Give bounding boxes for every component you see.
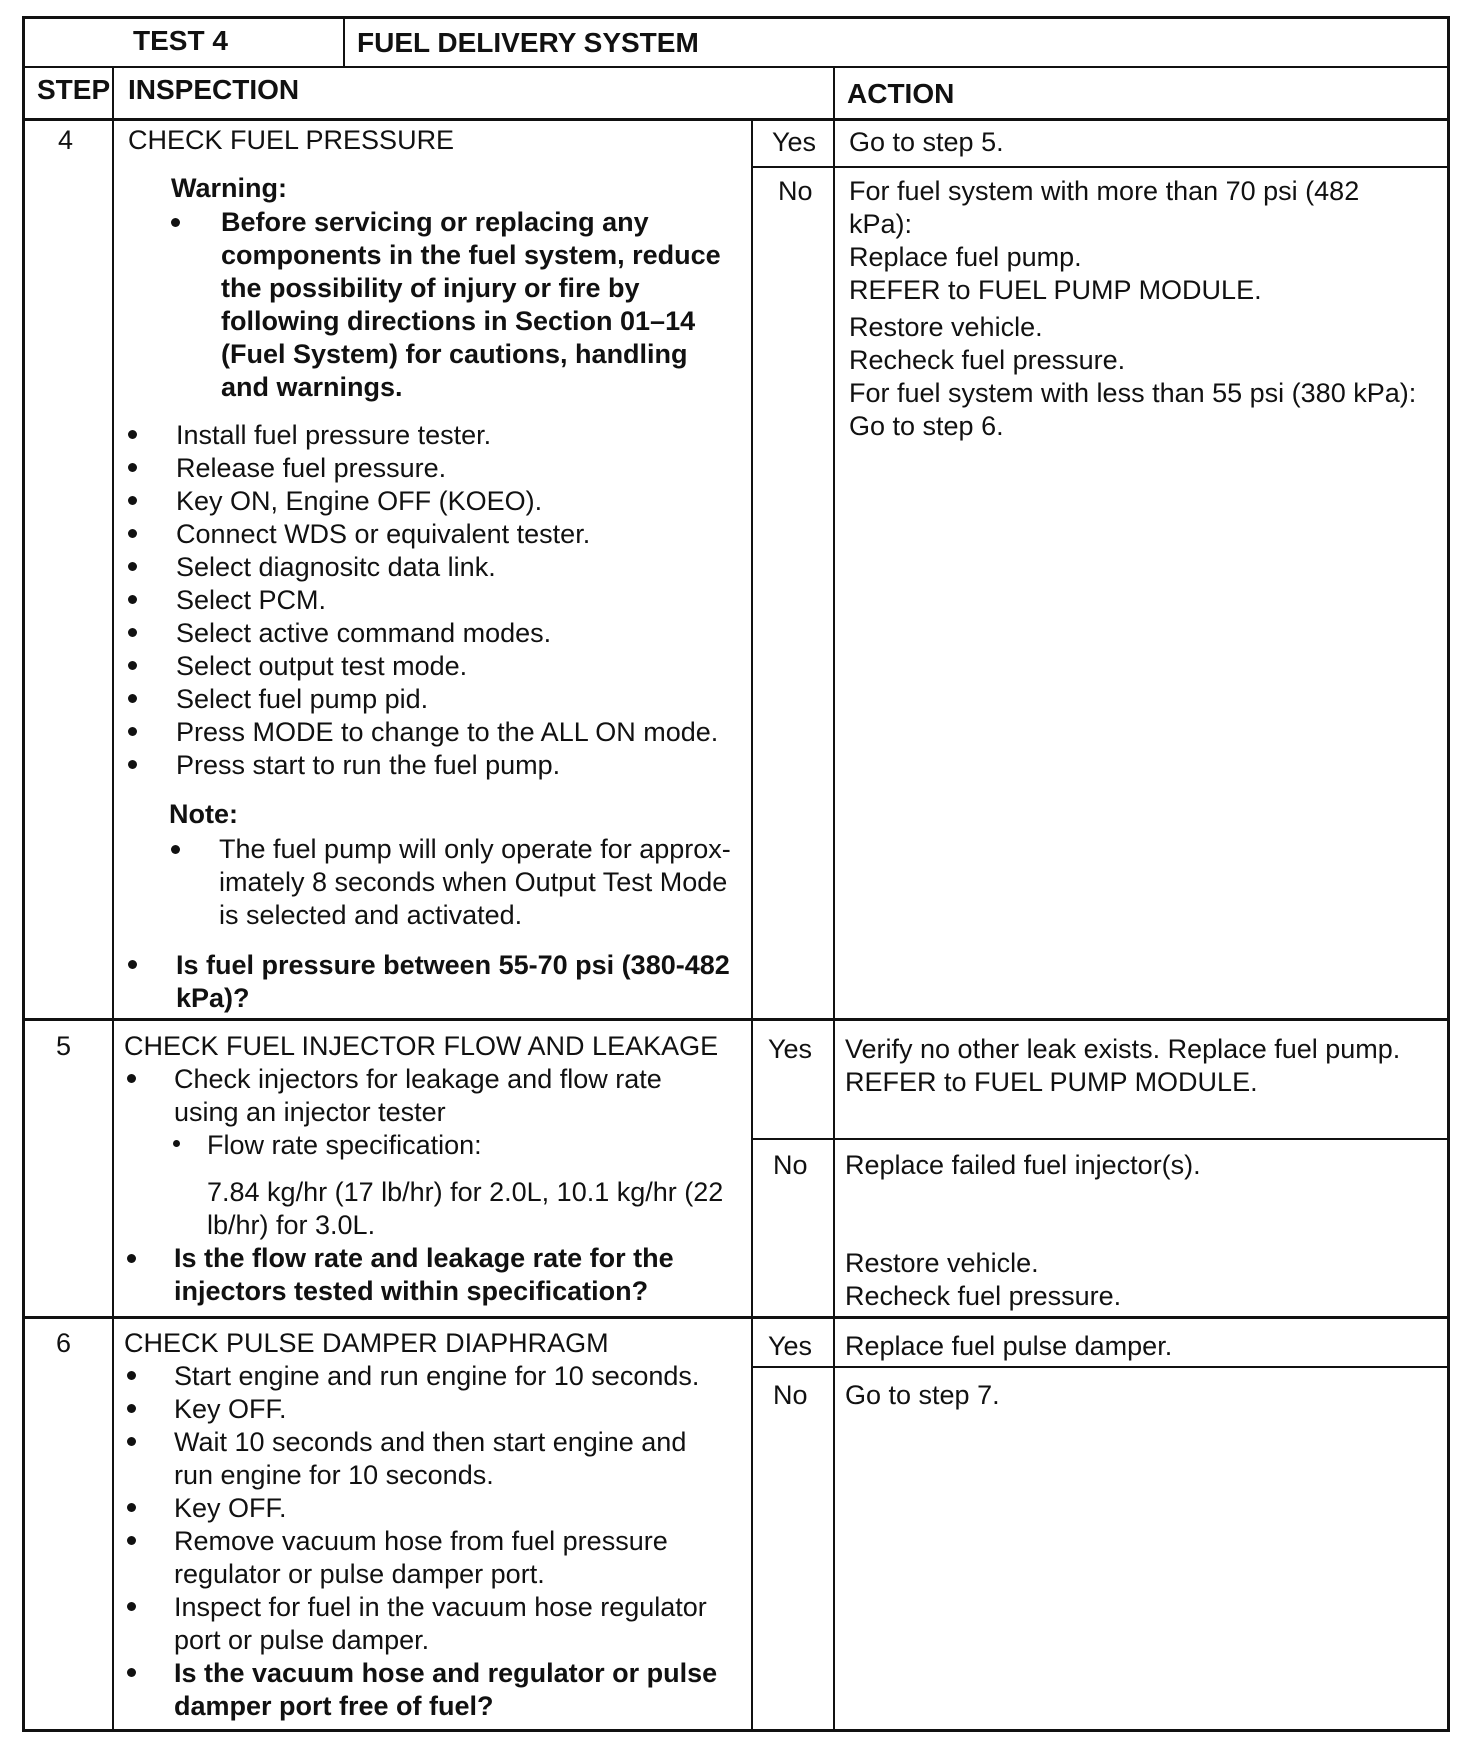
- divider: [22, 1018, 1450, 1021]
- yes-action: Replace fuel pulse damper.: [845, 1331, 1173, 1361]
- bullet-icon: [127, 1074, 136, 1083]
- no-action: Go to step 7.: [845, 1380, 1000, 1410]
- no-label: No: [773, 1150, 808, 1180]
- bullet-icon: [127, 1437, 136, 1446]
- list-item: using an injector tester: [174, 1097, 446, 1127]
- list-item: port or pulse damper.: [174, 1625, 430, 1655]
- list-item: Press start to run the fuel pump.: [176, 750, 561, 780]
- list-item: Key ON, Engine OFF (KOEO).: [176, 486, 543, 516]
- bullet-icon: [128, 960, 137, 969]
- warning-text: the possibility of injury or fire by: [221, 273, 640, 303]
- question-text: kPa)?: [176, 983, 250, 1013]
- step-number: 4: [58, 125, 74, 155]
- table-border-left: [22, 16, 25, 1732]
- question-text: injectors tested within specification?: [174, 1276, 649, 1306]
- bullet-icon: [128, 529, 137, 538]
- column-header-step: STEP: [37, 74, 111, 105]
- divider: [751, 118, 753, 1732]
- list-item: Install fuel pressure tester.: [176, 420, 492, 450]
- bullet-icon: [127, 1536, 136, 1545]
- bullet-icon: [171, 845, 180, 854]
- bullet-icon: [128, 562, 137, 571]
- bullet-icon: [127, 1404, 136, 1413]
- no-action: Replace fuel pump.: [849, 242, 1082, 272]
- yes-label: Yes: [768, 1034, 813, 1064]
- column-header-inspection: INSPECTION: [128, 74, 300, 105]
- no-action: Restore vehicle.: [845, 1248, 1039, 1278]
- no-label: No: [778, 176, 813, 206]
- divider: [343, 16, 345, 68]
- test-label: TEST 4: [133, 25, 228, 56]
- question-text: Is the vacuum hose and regulator or pulse: [174, 1658, 718, 1688]
- bullet-icon: [128, 628, 137, 637]
- bullet-icon: [127, 1371, 136, 1380]
- step-title: CHECK FUEL PRESSURE: [128, 125, 455, 155]
- sub-item: Flow rate specification:: [207, 1130, 482, 1160]
- test-title: FUEL DELIVERY SYSTEM: [357, 27, 699, 58]
- divider: [112, 66, 114, 1732]
- step-number: 6: [56, 1328, 72, 1358]
- step-title: CHECK FUEL INJECTOR FLOW AND LEAKAGE: [124, 1031, 719, 1061]
- bullet-icon: [128, 760, 137, 769]
- no-action: For fuel system with more than 70 psi (482: [849, 176, 1360, 206]
- no-action: Recheck fuel pressure.: [845, 1281, 1122, 1311]
- note-text: is selected and activated.: [219, 900, 523, 930]
- list-item: Start engine and run engine for 10 seconds.: [174, 1361, 700, 1391]
- list-item: Connect WDS or equivalent tester.: [176, 519, 591, 549]
- list-item: Select output test mode.: [176, 651, 468, 681]
- yes-label: Yes: [772, 127, 817, 157]
- bullet-icon: [128, 496, 137, 505]
- step-title: CHECK PULSE DAMPER DIAPHRAGM: [124, 1328, 609, 1358]
- warning-text: components in the fuel system, reduce: [221, 240, 721, 270]
- question-text: Is the flow rate and leakage rate for the: [174, 1243, 674, 1273]
- step-number: 5: [56, 1031, 72, 1061]
- no-action: Replace failed fuel injector(s).: [845, 1150, 1201, 1180]
- list-item: Select diagnositc data link.: [176, 552, 496, 582]
- warning-text: (Fuel System) for cautions, handling: [221, 339, 688, 369]
- list-item: Press MODE to change to the ALL ON mode.: [176, 717, 719, 747]
- bullet-icon: [127, 1503, 136, 1512]
- table-border-right: [1447, 16, 1450, 1732]
- warning-text: following directions in Section 01–14: [221, 306, 696, 336]
- bullet-icon: [128, 430, 137, 439]
- list-item: Select active command modes.: [176, 618, 552, 648]
- list-item: Remove vacuum hose from fuel pressure: [174, 1526, 668, 1556]
- no-action: For fuel system with less than 55 psi (380 kPa):: [849, 378, 1417, 408]
- list-item: Select fuel pump pid.: [176, 684, 429, 714]
- list-item: Inspect for fuel in the vacuum hose regulator: [174, 1592, 707, 1622]
- no-action: Recheck fuel pressure.: [849, 345, 1126, 375]
- note-text: imately 8 seconds when Output Test Mode: [219, 867, 728, 897]
- table-border-bottom: [22, 1729, 1450, 1732]
- list-item: regulator or pulse damper port.: [174, 1559, 545, 1589]
- spec-text: 7.84 kg/hr (17 lb/hr) for 2.0L, 10.1 kg/hr (22: [207, 1177, 724, 1207]
- list-item: Key OFF.: [174, 1394, 287, 1424]
- bullet-icon: [128, 727, 137, 736]
- no-action: REFER to FUEL PUMP MODULE.: [849, 275, 1262, 305]
- yes-action: REFER to FUEL PUMP MODULE.: [845, 1067, 1258, 1097]
- yes-action: Go to step 5.: [849, 127, 1004, 157]
- no-label: No: [773, 1380, 808, 1410]
- spec-text: lb/hr) for 3.0L.: [207, 1210, 376, 1240]
- divider: [751, 1138, 1450, 1140]
- list-item: run engine for 10 seconds.: [174, 1460, 494, 1490]
- no-action: kPa):: [849, 209, 913, 239]
- divider: [751, 166, 1450, 168]
- bullet-icon: [127, 1668, 136, 1677]
- divider: [22, 66, 1450, 68]
- list-item: Check injectors for leakage and flow rate: [174, 1064, 662, 1094]
- bullet-icon: [128, 661, 137, 670]
- divider: [833, 66, 835, 1732]
- question-text: Is fuel pressure between 55-70 psi (380-482: [176, 950, 730, 980]
- yes-label: Yes: [768, 1331, 813, 1361]
- warning-text: Before servicing or replacing any: [221, 207, 649, 237]
- warning-text: and warnings.: [221, 372, 403, 402]
- bullet-icon: [128, 463, 137, 472]
- note-text: The fuel pump will only operate for approx-: [219, 834, 731, 864]
- bullet-icon: [171, 218, 180, 227]
- question-text: damper port free of fuel?: [174, 1691, 494, 1721]
- list-item: Select PCM.: [176, 585, 327, 615]
- bullet-icon: [128, 694, 137, 703]
- divider: [22, 118, 1450, 121]
- divider: [22, 1316, 1450, 1319]
- note-label: Note:: [169, 799, 238, 829]
- column-header-action: ACTION: [847, 78, 955, 109]
- bullet-icon: [127, 1602, 136, 1611]
- yes-action: Verify no other leak exists. Replace fuel pump.: [845, 1034, 1401, 1064]
- bullet-icon: [173, 1140, 180, 1147]
- list-item: Wait 10 seconds and then start engine and: [174, 1427, 687, 1457]
- divider: [751, 1366, 1450, 1368]
- table-border-top: [22, 16, 1450, 19]
- list-item: Release fuel pressure.: [176, 453, 447, 483]
- no-action: Restore vehicle.: [849, 312, 1043, 342]
- warning-label: Warning:: [171, 173, 287, 203]
- list-item: Key OFF.: [174, 1493, 287, 1523]
- no-action: Go to step 6.: [849, 411, 1004, 441]
- bullet-icon: [127, 1254, 136, 1263]
- bullet-icon: [128, 595, 137, 604]
